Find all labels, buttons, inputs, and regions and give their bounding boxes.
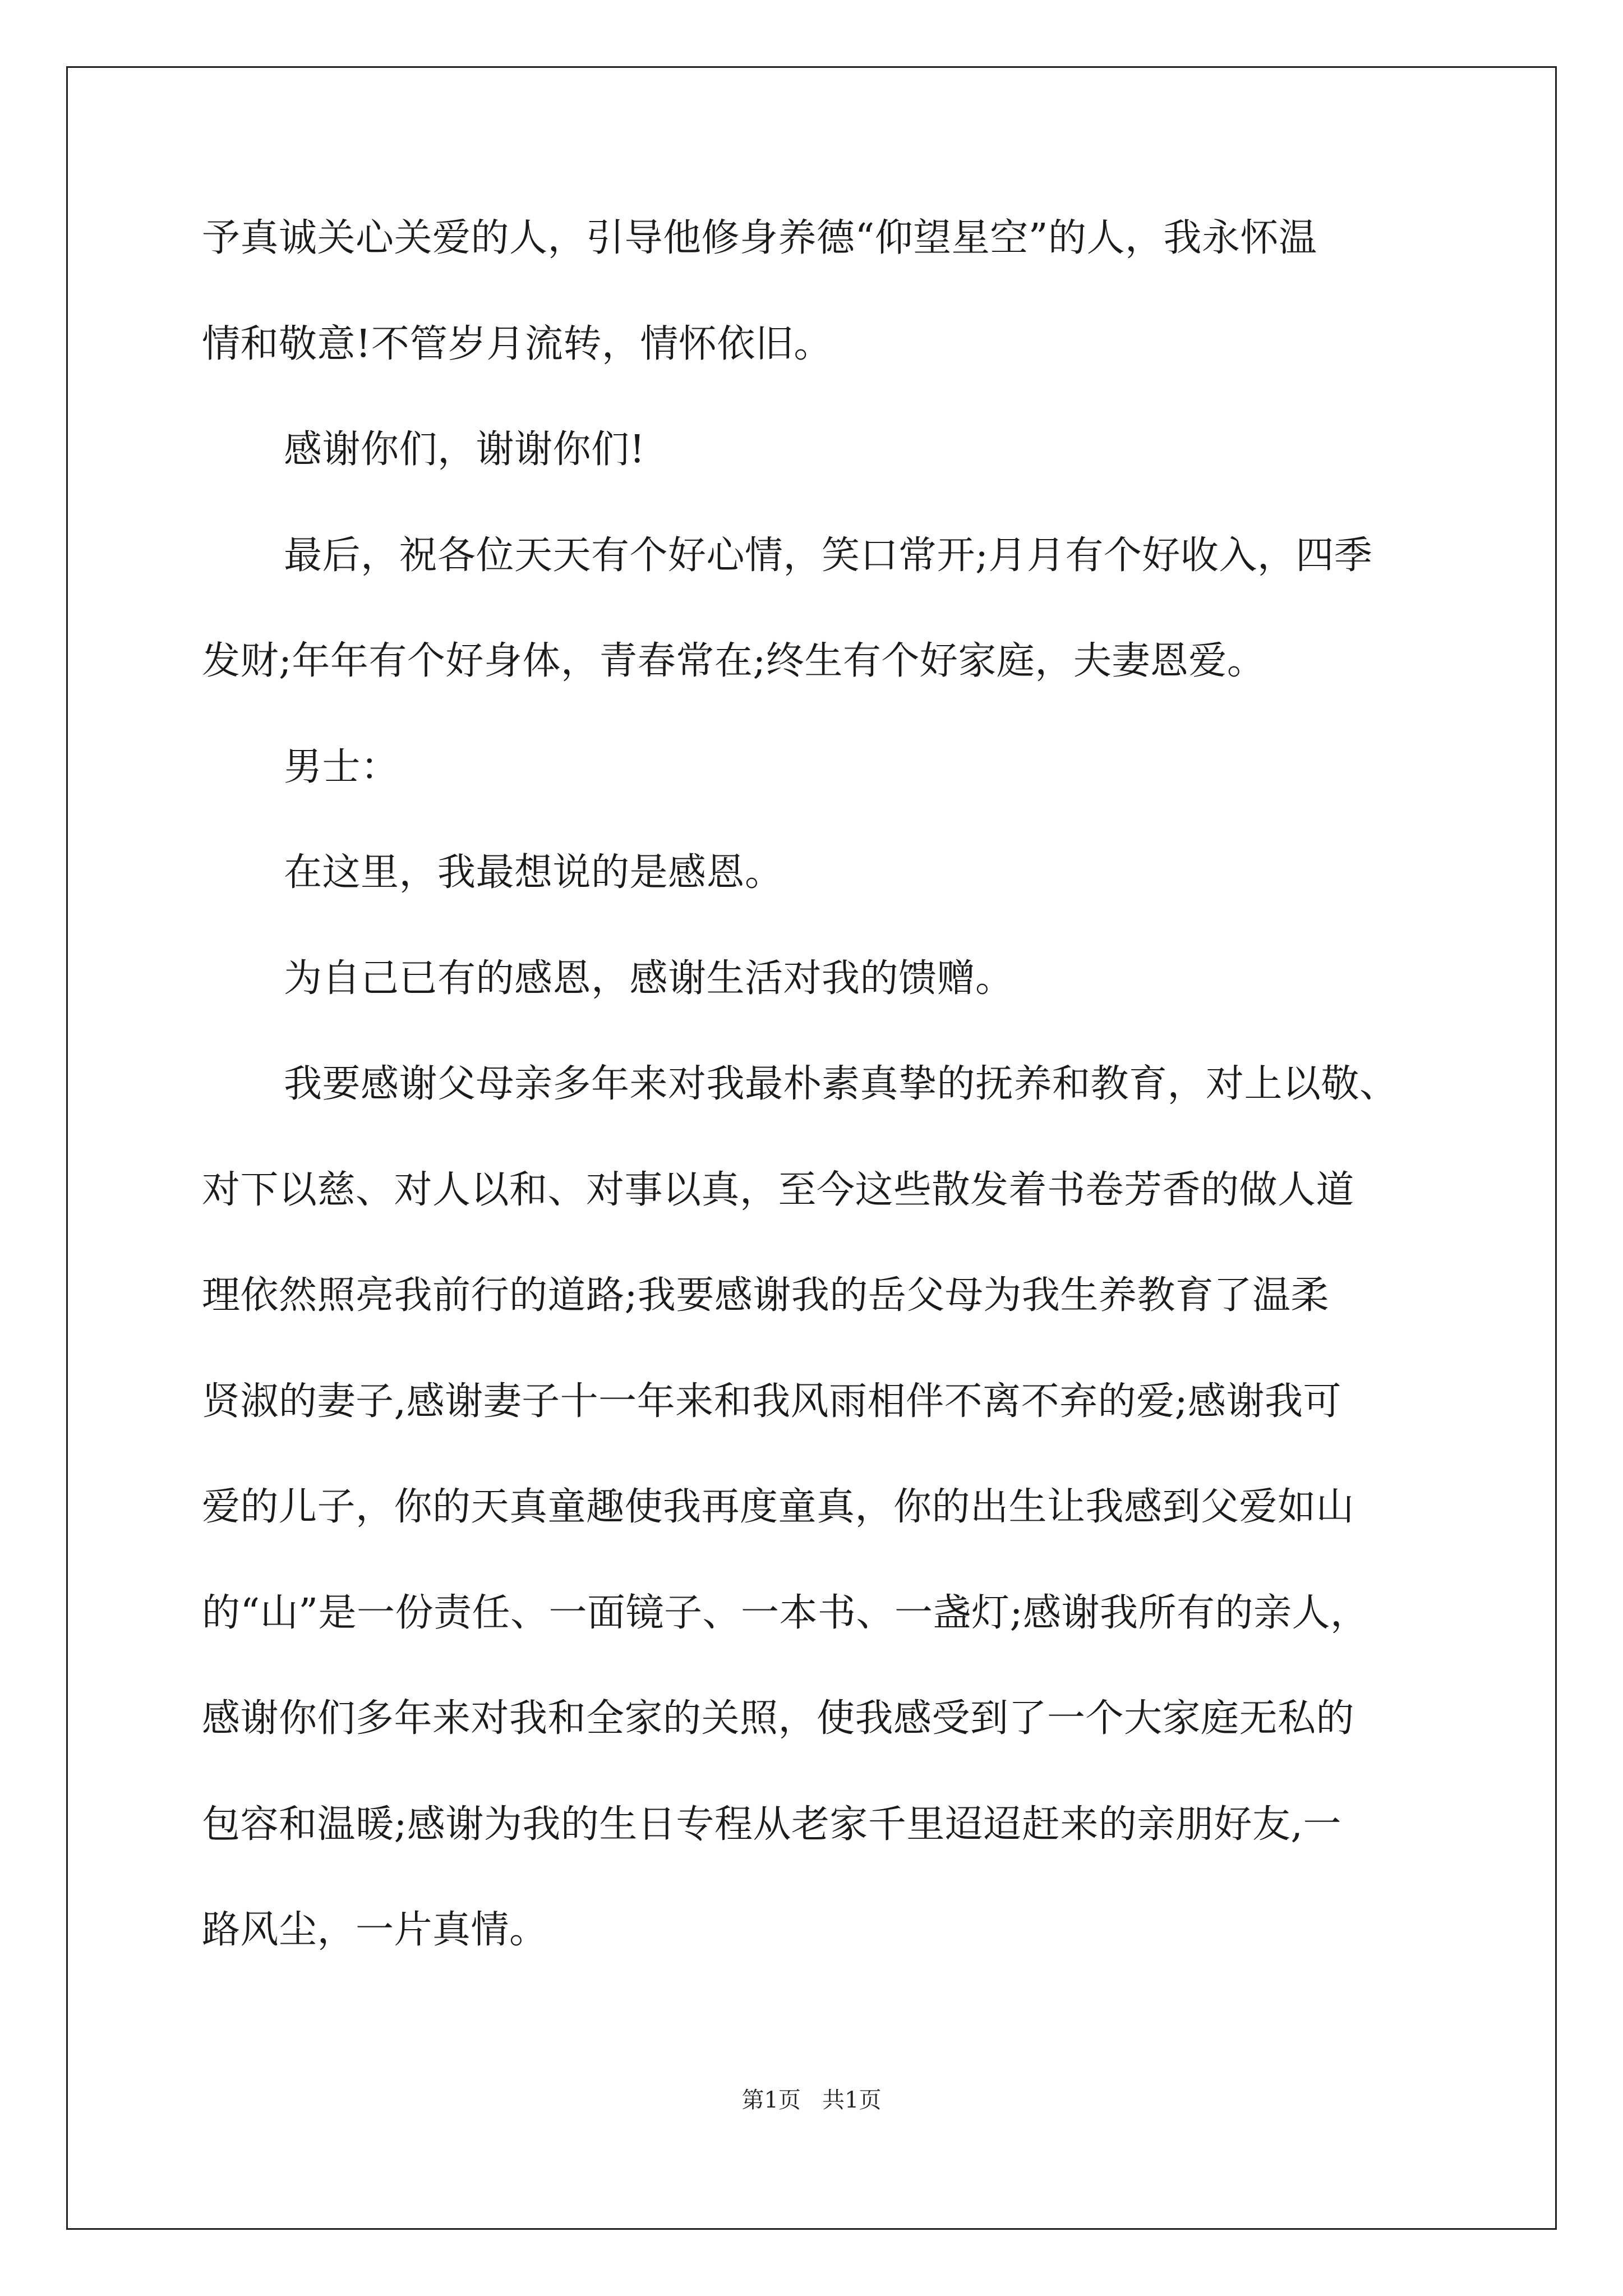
text-line-3: 感谢你们，谢谢你们! [284, 427, 645, 472]
text-line-17: 路风尘，一片真情。 [202, 1908, 548, 1952]
text-line-8: 为自己已有的感恩，感谢生活对我的馈赠。 [284, 956, 1014, 1001]
text-line-2: 情和敬意!不管岁月流转，情怀依旧。 [202, 321, 832, 366]
text-line-16: 包容和温暖;感谢为我的生日专程从老家千里迢迢赶来的亲朋好友,一 [202, 1802, 1342, 1847]
text-line-5: 发财;年年有个好身体，青春常在;终生有个好家庭，夫妻恩爱。 [202, 639, 1266, 683]
text-line-13: 爱的儿子，你的天真童趣使我再度童真，你的出生让我感到父爱如山 [202, 1485, 1355, 1529]
text-line-1: 予真诚关心关爱的人，引导他修身养德“仰望星空”的人，我永怀温 [202, 216, 1317, 260]
page-number-footer: 第1页 共1页 [741, 2087, 882, 2113]
text-line-10: 对下以慈、对人以和、对事以真，至今这些散发着书卷芳香的做人道 [202, 1167, 1355, 1212]
text-line-11: 理依然照亮我前行的道路;我要感谢我的岳父母为我生养教育了温柔 [202, 1273, 1329, 1318]
text-line-6: 男士： [284, 744, 399, 789]
document-body [202, 216, 1424, 2017]
text-line-4: 最后，祝各位天天有个好心情，笑口常开;月月有个好收入，四季 [284, 533, 1373, 578]
text-line-15: 感谢你们多年来对我和全家的关照，使我感受到了一个大家庭无私的 [202, 1696, 1355, 1741]
text-line-9: 我要感谢父母亲多年来对我最朴素真挚的抚养和教育，对上以敬、 [284, 1062, 1398, 1106]
text-line-14: 的“山”是一份责任、一面镜子、一本书、一盏灯;感谢我所有的亲人， [202, 1590, 1369, 1635]
text-line-12: 贤淑的妻子,感谢妻子十一年来和我风雨相伴不离不弃的爱;感谢我可 [202, 1379, 1342, 1424]
text-line-7: 在这里，我最想说的是感恩。 [284, 850, 783, 895]
